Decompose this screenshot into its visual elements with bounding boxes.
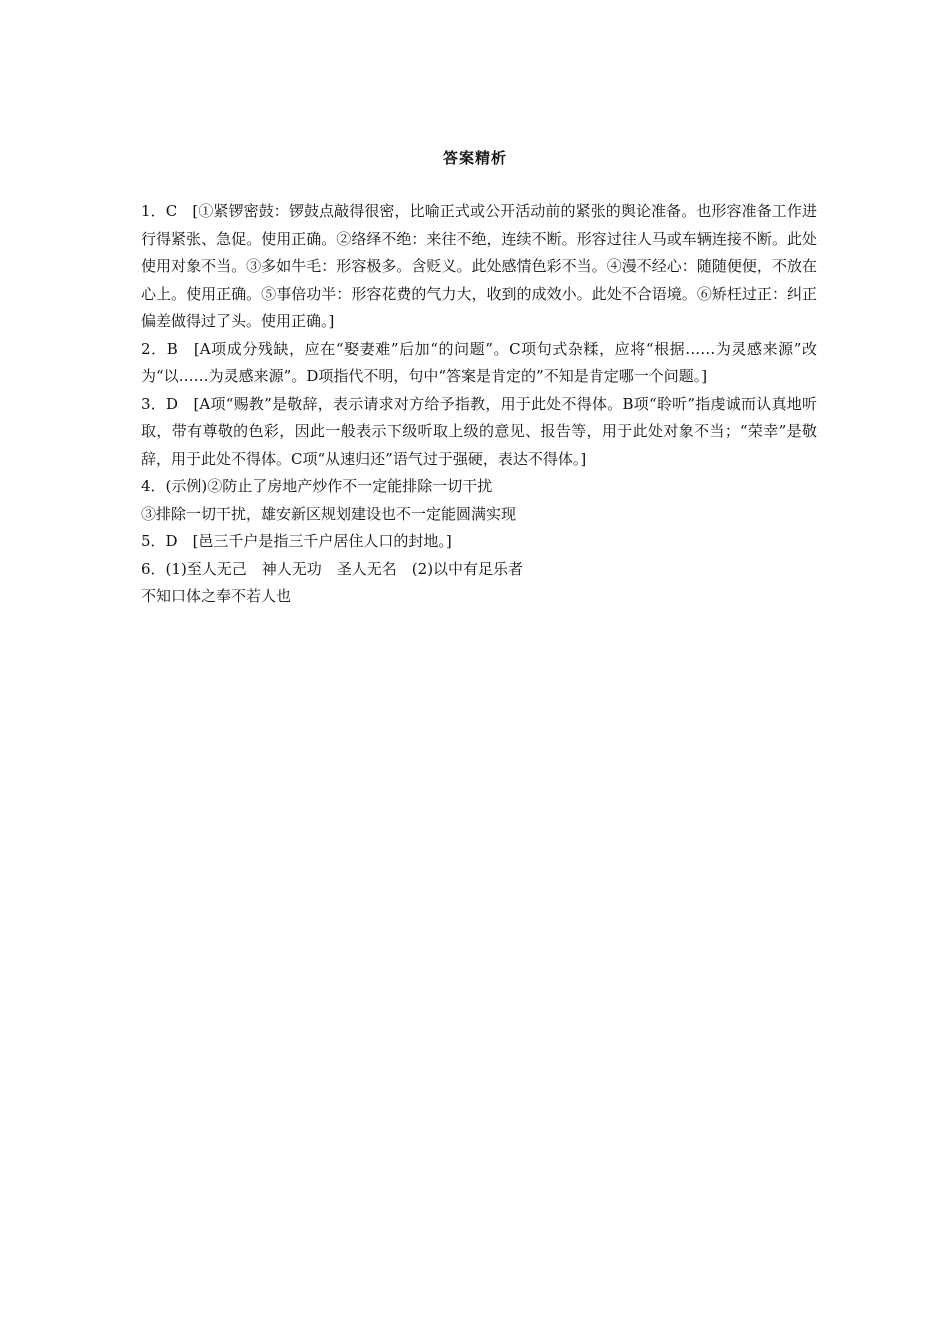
answer-6-line-2: 不知口体之奉不若人也 <box>141 587 292 605</box>
answer-6-line-1: 6．(1)至人无己 神人无功 圣人无名 (2)以中有足乐者 <box>141 559 524 578</box>
answer-1: 1．C [①紧锣密鼓：锣鼓点敲得很密，比喻正式或公开活动前的紧张的舆论准备。也形容准备工作进行得紧张、急促。使用正确。②络绎不绝：来往不绝，连续不断。形容过往人马或车辆连接不断。此处使用对象不当。③多如牛毛：形容极多。含贬义。此处感情色彩不当。④漫不经心：随随便便，不放在心上。使用正确。⑤事倍功半：形容花费的气力大，收到的成效小。此处不合语境。⑥矫枉过正：纠正偏差做得过了头。使用正确。] <box>141 202 817 330</box>
answer-4-line-2: ③排除一切干扰，雄安新区规划建设也不一定能圆满实现 <box>141 504 517 523</box>
answer-4-line-1: 4．(示例)②防止了房地产炒作不一定能排除一切干扰 <box>141 477 493 495</box>
answer-body <box>141 198 817 611</box>
answer-2: 2．B [A项成分残缺，应在“娶妻难”后加“的问题”。C项句式杂糅，应将“根据……为灵感来源”改为“以……为灵感来源”。D项指代不明，句中“答案是肯定的”不知是肯定哪一个问题。] <box>141 339 817 385</box>
answer-3: 3．D [A项“赐教”是敬辞，表示请求对方给予指教，用于此处不得体。B项“聆听”指虔诚而认真地听取，带有尊敬的色彩，因此一般表示下级听取上级的意见、报告等，用于此处对象不当；“荣幸”是敬辞，用于此处不得体。C项“从速归还”语气过于强硬，表达不得体。] <box>141 394 817 468</box>
answer-5: 5．D [邑三千户是指三千户居住人口的封地。] <box>141 532 452 550</box>
page-title: 答案精析 <box>442 149 507 167</box>
